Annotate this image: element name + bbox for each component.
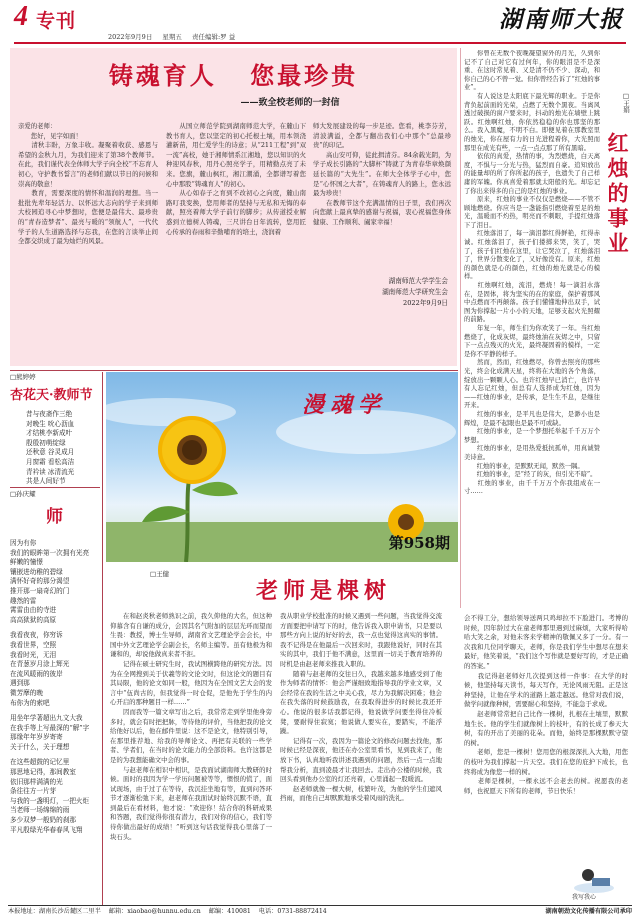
- essay-tree-column-2: 我从职业学校批准的时候又遇到一些问题，当我觉得交流方面要把申请写下的时，他告诉我入职申请书，只是要以那些方向上说的好好的去，我一点也觉得这真实的事情。我不记得是在他最后一次回来时，我跟他说好，同时在其实的其中，我们于他不满意，这里面一切关于教育培养的时机是由赵老师来推我入职的。 随着与赵老师的交往日久，我越来越多地感受到了他作为师者的情怀：他会严谨细致地指导我的学业文章，又会经常在我的生活之中关心我，尽力为我解决困难；他会在我失落的时候鼓励我，在我取得进步的时候比我还开心。他说的很多话我都记得，他说做学问要坐得住冷板凳，要耐得住寂寞；他说做人要实在，要踏实，不能浮躁。 记得有一次，我因为一篇论文的修改问题去找他，那时候已经是深夜，他还在办公室里看书，见到我来了，他放下书，认真地听我讲述我遇到的问题，然后一点一点地帮我分析，直到凌晨才让我回去。走出办公楼的时候，我回头看到他办公室的灯还亮着，心里涌起一股暖流。 赵老师就像一棵大树，枝繁叶茂，为他的学生们遮风挡雨，而他自己却默默地承受着风雨的洗礼。: [280, 612, 442, 803]
- essay-tree-column-1: 在和赵炎秋老师熟识之前，我久仰他的大名，但这种仰慕含有自谦的成分，会因其名气附加的层层光环而望而生畏：教授，博士生导师，湖南省文艺理论学会会长，中国中外文艺理论学会副会长，名师主编等。虽有他极为和谦和的，却说他做真来者不拒。 记得在硕士研究生时，我试图横跨他的研究方法。因为在全网搜到关于伏羲等的文论文时，但这论文的题目有其局限，他的论文如同一般，他因为在全国文艺大会的发言中“伍尚古的，但我觉得一时仓促，是他先于学生的内心开启的那种题目一样……” 因而我等一篇文章写出之后，我常常走到学里他身旁多时，就会有时把把脉，等待他的评价，当他把我的论文给他好以后，他在邮件里说：这不是论文，他特别引导，在那里推荐地、给我的导师论文、再把有关联的一些学者、学者们，在当时的论文能力的全部资料。也许这都是是的为我想能确文中会的事。 与赵老师在相识中相识，是我面试湖南师大教研的时候。面时的我因为学一学历问题被等等，惯恨的慌了，面试现场，由于过了在等待，我沉挂坐地有等，直到问答环节才逐渐松弛下来，赵老师在我面试时始终沉默不语，直到最后在看材料，他才说：“欢迎你！结合你的科研成果和答题，我们觉得你很有潜力，我们对你的信心，我们等待你做出最好的成绩！”听到这句话我觉得我心里落了一块石头。: [110, 612, 272, 841]
- poem-line: 我看夜夜，你穷诉: [10, 631, 63, 640]
- poem-line: 我们的眼眸第一次拥有光亮: [10, 548, 90, 557]
- essay-red-candle-author: □王娟: [622, 92, 630, 113]
- poem-line: 当老师一场绵绵的雨: [10, 806, 70, 815]
- section-name: 专刊: [36, 10, 77, 32]
- letter-column-3: 师大发展建设的每一步足迹。您看，桃李芬芳，清波满溢，全都与翻出我们心中那个“总最珍贵”的印记。 高山安可仰，徒此揖清芬。84余载光阴，为学子成长引路的“大脚杯”铸就了为青春华章焕颜延长篇的“大先生”。在师大全体学子心中，您是“心怀国之大者”，在铸魂育人的路上，您永远最为珍贵！ 在教师节这个充满温情的日子里，我们再次向您献上最真挚的感谢与祝福，衷心祝福您身体健康、工作顺利、阖家幸福！: [313, 122, 451, 226]
- issue-date: 2022年9月9日: [108, 33, 153, 41]
- poem-apricot-author: □熊婷婷: [10, 373, 36, 381]
- footer-printer: 湖南朝劲文化传播有限公司承印: [545, 908, 632, 915]
- letter-subtitle: ——致全校老师的一封信: [240, 98, 340, 108]
- poem-line: 布你为的索吧: [10, 698, 50, 707]
- footer-tel: 电话：0731-88872414: [258, 908, 327, 915]
- poem-line: 在这些超鼓的记忆里: [10, 758, 70, 767]
- letter-signature: [330, 276, 448, 309]
- essay-tree-author: □王健: [150, 570, 170, 578]
- poem-line: 对晚生 吮心沥血: [26, 419, 75, 428]
- paper-name: 湖南师大报: [499, 6, 624, 33]
- footer-email: 邮箱：xiaobao@hunnu.edu.cn: [108, 908, 201, 915]
- poem-apricot-title: 杏花天·教师节: [10, 388, 93, 403]
- poem-line: 依旧那样满满的光: [10, 777, 63, 786]
- essay-tree-column-3: 会不得工分，想给领导送两只鸡却拉不下脸进门。考博的时候，因年龄过大在童老师那里遇到过麻烦，大家听得哈哈大笑之余，对他未客来学精神的敬佩又多了一分。有一次我和几位同学聊天，老师，你是我们学生中想尽在想来最好，他笑着说，“我们这个写作就是要好写的，才是正确的答案。” 我记得赵老师好几次提到这样一件事：在大学的时候，他坚持每天读书，每天写作，无论风雨无阻。正是这种坚持，让他在学术的道路上越走越远。他常对我们说，做学问就像种树，需要耐心和坚持，不能急于求成。 赵老师常常把自己比作一棵树，扎根在土壤里，默默地生长。他的学生们就像树上的枝叶，有的长成了参天大树，有的开出了美丽的花朵。而他，始终是那棵默默守望的树。 老师，您是一棵树！您用您的根深深扎入大地，用您的枝叶为我们撑起一片天空。我们在您的庇护下成长，也终将成为像您一样的树。 老师是棵树，一棵永远不会老去的树。祝愿我的老师，也祝愿天下所有的老师，节日快乐！: [464, 614, 628, 795]
- poem-line: 遇到那: [10, 679, 30, 688]
- editor-credit: 责任编辑:罗 益: [191, 33, 236, 41]
- poem-line: 月窗霜 看松高洁: [26, 457, 75, 466]
- masthead: [0, 0, 640, 40]
- essay-tree: [106, 566, 632, 906]
- poem-line: 与我的一盏明灯，一把火炬: [10, 796, 90, 805]
- poem-line: 共是人间好节: [26, 477, 66, 486]
- poem-apricot: [10, 372, 100, 492]
- poem-line: 那缘年年岁岁寄寄: [10, 733, 63, 742]
- open-letter-panel: [10, 48, 457, 366]
- footer-postcode: 邮编：410081: [208, 908, 251, 915]
- page-number: 4: [14, 1, 28, 32]
- poem-line: 多少双梦一般奶的刹那: [10, 816, 76, 825]
- poem-line: 在青葱岁月涂上辉光: [10, 660, 70, 669]
- poem-teacher-author: □孙庆耀: [10, 490, 36, 498]
- poem-line: 才结桃李新成叶: [26, 429, 73, 438]
- poem-line: 条往往方一片芽: [10, 787, 57, 796]
- feature-image: [106, 372, 458, 562]
- essay-red-candle-body: 你曾在无数个夜晚凝望窗外的月光，久到你记不了自己对它有过何年，你的眼泪是不是深重、在这时常见着、又是清不仍不少、深动，和你自己的心不曾一觉。但你曾经告诉了“红烛的事业”。 有人说这是太阳底下最光辉的职业。于是你背负起前面的光荣，点燃了无数个黑夜。当离风透过破损的窗户要来时，抖动的烛光在墙壁上跳跃。红烛啊红烛，你依然稳稳的你也那坚的那么。我入黑魔，不明不白。即便见着在那教室里的烛光，你在屋有力的日光进程着你，大光照而那里在成光有些，一点一点点那了所有黑暗。 依依的真爱，热情的事，为烈燃烧，白天离度，不惧与一分光与热，猛烈而自豪。追知放出的能量却的所了你所起的孩子，也遗失了自己样庸的军魄。你真喜爱着那就太阳般的光。却忘记了你出来得多的自己的是红烛的事业。 原来，红烛的事业不仅仅是燃烧——不管不顾地燃烧。你应当是一盏能指引燃烧着至足的烛光，温暖而不灼热，明亮而不刺眼，手提红烛落下了泪日。 红烛落泪了，每一滴泪都红得鲜艳，红得赤诚。红烛落泪了，孩子们搂掷来哭，笑了，哭了，孩子们红烛在这里，让它哭泣了，红烛落泪了，世界分散变化了，又好像没有。原来，红烛的颜色就是心的颜色，红烛的烛光就是心的模样。 红烛啊红烛，流泪，燃烧！每一滴泪水落在，是固体，将为坚实的在的家庭，保护着那风中点燃而不再颠落。孩子们懂懂地伸出双手，试图为你撑起一片小小的天地，足够支起火光照耀的前路。 年复一年，师生们为你欢笑了一年。当红烛燃烧了，化成灰烬，最终烛油在灰烬之中，只留下一点点残灭的火光，最终凝固着的模样，一定是你不平静的样子。 然而，然而，红烛燃尽，你曾去照亮的那些光，终会化成满天星，终将在大地的各个角落，绽放出一颗颗人心。也许红烛早已消亡，也许早有人忘记红烛，但总有人选择成为红烛，因为——红烛的事业，是传承，是生生不息，是继往开来。 红烛的事业，是平凡也是伟大，是渺小也是辉煌，是最不起眼也是最不可或缺。 红烛的事业，是一个梦想托举起千千万万个梦想。 红烛的事业，是用热爱抵抗孤单，用真诚赞美诗意。 红烛的事业，是默默无闻，默然一隅。 红烛的事业，是“经了的灰，但引光不暗”。 红烛的事业，由千千万万个你我组成在一寸……: [464, 50, 600, 496]
- poem-line: 在我手等上写最深的“解”字: [10, 723, 90, 732]
- poem-line: 鲜嫩的憧憬: [10, 558, 43, 567]
- essay-red-candle: [462, 48, 632, 613]
- letter-title: 铸魂育人 您最珍贵: [108, 61, 359, 90]
- poem-line: 青衿读 冰清流光: [26, 467, 75, 476]
- poem-teacher: [10, 489, 100, 909]
- essay-tree-title: 老师是棵树: [256, 578, 392, 604]
- signature-line-2: 湖南师范大学研究生会: [382, 288, 448, 296]
- letter-column-2: 从国立师范学院到湖南师范大学，在麓山下教书育人，您以坚定的初心托根土壤，用本领浇灌新苗，用仁爱学生的诗意；从“211工程”到“双一流”高校，她于湘师情系江湘地，您以知识的火种迎风春秋，用丹心照亮学子，用精勤点亮了未来。您旗，麓山枫红，湘江潮涌，全都谱写着您心中那股“铸魂育人”的初心。 从心如春子之育到不改初心之向度，麓山南路叮我变换，您用师者的坚持与无私和无悔的奉献，照亮着师大学子前行的脚步；从传道授业解惑到立德树人铸魂，三尺讲台日年流转，您用匠心传承的春雨和辛勤哺育的培土，浇润着: [166, 122, 306, 236]
- signature-line-1: 湖南师范大学学生会: [388, 277, 448, 285]
- poem-line: 平凡殷绿光华春春风飞翔: [10, 825, 83, 834]
- essay-red-candle-title: 红烛的事业: [605, 132, 630, 257]
- writer-illustration: [572, 866, 616, 894]
- poem-line: 昔与夜斋作三绝: [26, 410, 73, 418]
- poem-line: 关于什么，关于理想: [10, 742, 70, 751]
- poem-line: 在流风暖雨的彼岸: [10, 669, 63, 678]
- feature-art-title: 漫魂学: [302, 392, 387, 418]
- poem-line: 趣然的雷: [10, 596, 37, 605]
- footer-address: 本报地址：湖南长沙岳麓区二里半: [8, 908, 101, 915]
- poem-line: 我看时光，无泪: [10, 650, 57, 659]
- poem-teacher-title: 师: [46, 507, 63, 527]
- poem-line: 微芳摩的晚: [10, 688, 43, 697]
- poem-line: 推开那一扇奇幻的门: [10, 586, 70, 595]
- poem-line: 殷殷初萌绽绿: [26, 438, 66, 447]
- poem-line: 因为有你: [10, 539, 37, 547]
- writer-caption: 我写我心: [572, 894, 597, 901]
- poem-line: 我看世界，空照: [10, 640, 57, 649]
- poem-line: 用坐年学著超出九文大我: [10, 714, 83, 723]
- poem-line: 霄雷由由的寺进: [10, 606, 57, 615]
- masthead-date-line: [108, 33, 235, 41]
- signature-line-3: 2022年9月9日: [403, 299, 448, 307]
- footer: [8, 907, 632, 918]
- poem-line: 高高狱狱的高原: [10, 615, 57, 624]
- letter-column-1: 亲爱的老师： 您好，见字如面！ 清秋丰盼，万象丰收。凝聚着收获、感恩与希望的金秋九月，为我们迎来了第38个教师节。在此，我们谨代表全体师大学子向全校“不忘育人初心，守护教书誓言”的老师们献以节日的问候和崇高的敬意！ 教育，需要深度的情怀和温润的理想。当一批批先辈年轻活力、以怀远大志向的学子来到师大校园追寻心中梦想时，您便是最伟大、最珍贵的“青春造梦者”、最亮与暖的“领航人”，一代代学子的人生道路选择与忘我，在您的言谈举止间全都交织成了最为灿烂的风景。: [18, 122, 158, 246]
- issue-weekday: 星期五: [162, 33, 182, 41]
- poem-line: 那思地记得，那间教室: [10, 768, 76, 777]
- poem-line: 还秋意 谷灵成月: [26, 448, 75, 457]
- poem-line: 满怀好奇的那分渴望: [10, 577, 70, 586]
- issue-number: 第958期: [388, 534, 450, 552]
- poem-line: 镶嵌进幼稚的碧绿: [10, 567, 63, 576]
